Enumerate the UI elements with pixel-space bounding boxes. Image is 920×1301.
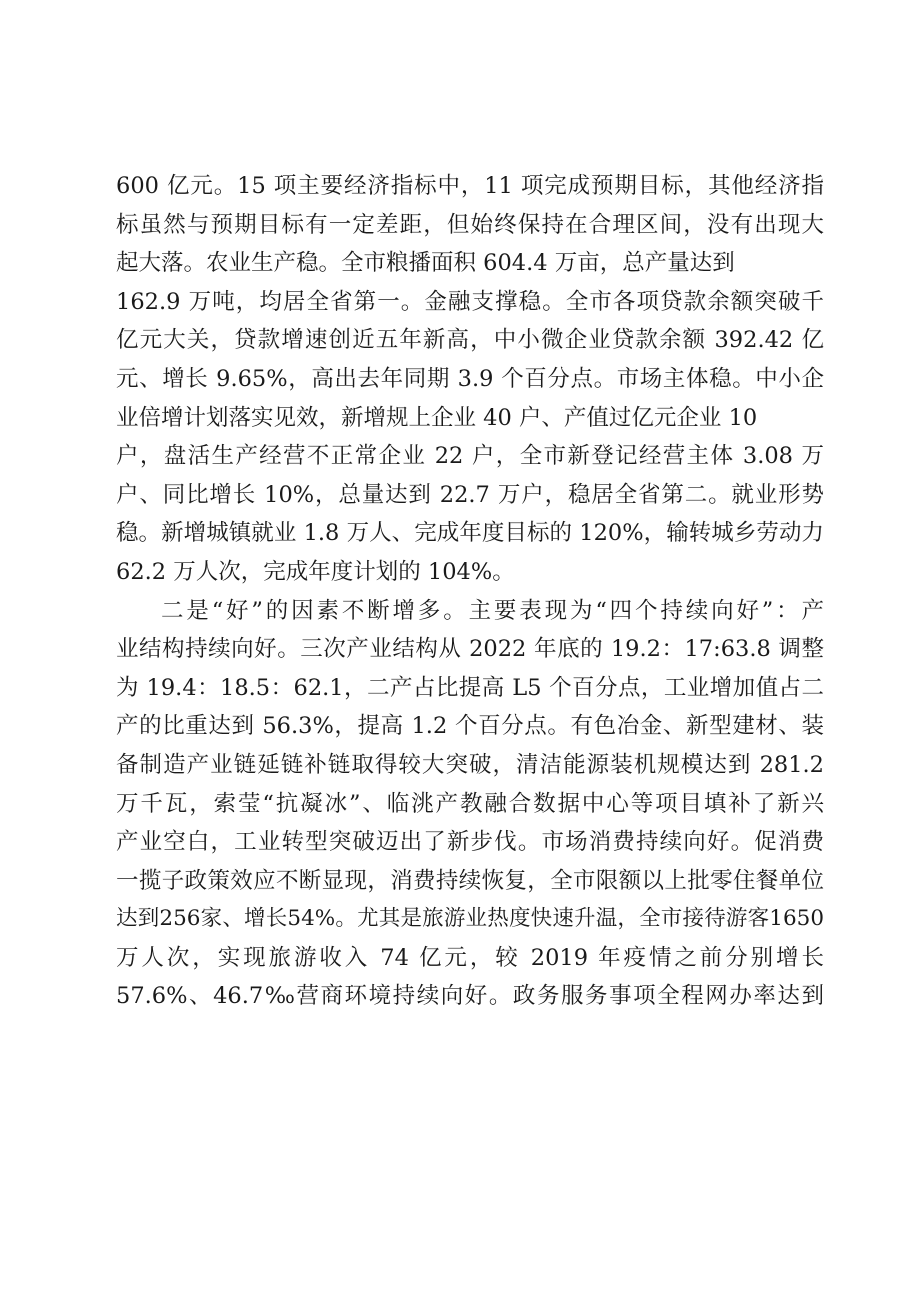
text-line: 产的比重达到 56.3%，提高 1.2 个百分点。有色冶金、新型建材、装 (116, 713, 824, 740)
text-line: 57.6%、46.7‰营商环境持续向好。政务服务事项全程网办率达到 (116, 983, 824, 1010)
text-line: 一揽子政策效应不断显现，消费持续恢复，全市限额以上批零住餐单位 (116, 867, 824, 894)
text-line: 162.9 万吨，均居全省第一。金融支撑稳。全市各项贷款余额突破千 (116, 288, 824, 315)
text-line: 备制造产业链延链补链取得较大突破，清洁能源装机规模达到 281.2 (116, 751, 824, 778)
text-line: 亿元大关，贷款增速创近五年新高，中小微企业贷款余额 392.42 亿 (116, 327, 824, 354)
text-line: 62.2 万人次，完成年度计划的 104%。 (116, 558, 515, 585)
text-line: 达到256家、增长54%。尤其是旅游业热度快速升温，全市接待游客1650 (116, 906, 824, 932)
text-line: 600 亿元。15 项主要经济指标中，11 项完成预期目标，其他经济指 (116, 173, 824, 199)
text-line: 业结构持续向好。三次产业结构从 2022 年底的 19.2：17:63.8 调整 (116, 636, 824, 663)
text-line: 业倍增计划落实见效，新增规上企业 40 户、产值过亿元企业 10 (116, 404, 758, 431)
text-line: 万人次，实现旅游收入 74 亿元，较 2019 年疫情之前分别增长 (116, 944, 824, 971)
text-line: 稳。新增城镇就业 1.8 万人、完成年度目标的 120%，输转城乡劳动力 (116, 520, 824, 547)
text-line: 万千瓦，索莹“抗凝冰”、临洮产教融合数据中心等项目填补了新兴 (116, 790, 824, 817)
text-line: 起大落。农业生产稳。全市粮播面积 604.4 万亩，总产量达到 (116, 250, 735, 277)
paragraph-first-line: 二是“好”的因素不断增多。主要表现为“四个持续向好”：产 (161, 597, 824, 624)
body-text (116, 167, 824, 1016)
text-line: 户、同比增长 10%，总量达到 22.7 万户，稳居全省第二。就业形势 (116, 481, 824, 508)
text-line: 为 19.4：18.5：62.1，二产占比提高 L5 个百分点，工业增加值占二 (116, 674, 824, 701)
text-line: 标虽然与预期目标有一定差距，但始终保持在合理区间，没有出现大 (116, 211, 824, 238)
text-line: 户，盘活生产经营不正常企业 22 户，全市新登记经营主体 3.08 万 (116, 443, 824, 470)
text-line: 产业空白，工业转型突破迈出了新步伐。市场消费持续向好。促消费 (116, 829, 824, 856)
text-line: 元、增长 9.65%，高出去年同期 3.9 个百分点。市场主体稳。中小企 (116, 365, 824, 392)
